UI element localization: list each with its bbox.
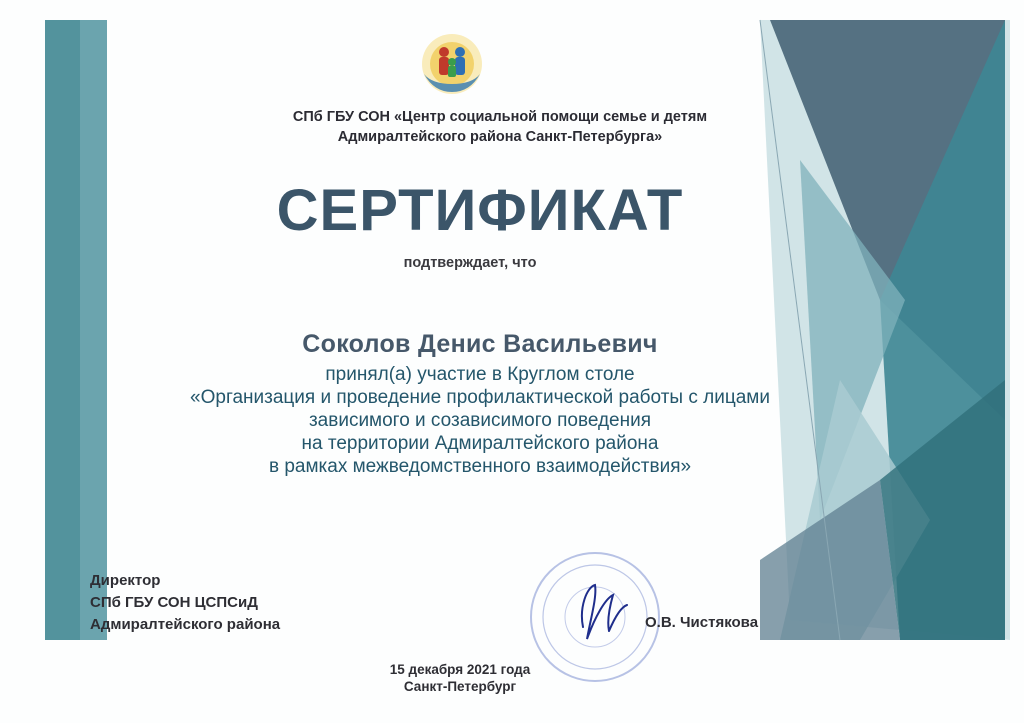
- signer-position-line-2: СПб ГБУ СОН ЦСПСиД: [90, 594, 258, 611]
- organization-emblem: [410, 30, 494, 106]
- signer-position-line-3: Адмиралтейского района: [90, 616, 281, 633]
- left-strip-shade: [45, 20, 80, 640]
- signature-icon: [582, 585, 627, 639]
- signer-name: О.В. Чистякова: [645, 614, 759, 631]
- certificate-title: СЕРТИФИКАТ: [276, 178, 684, 243]
- confirms-text: подтверждает, что: [403, 255, 537, 271]
- organization-line-1: СПб ГБУ СОН «Центр социальной помощи семье и детям: [292, 109, 708, 125]
- date-place: [360, 661, 560, 695]
- participation-line-1: принял(а) участие в Круглом столе: [325, 364, 635, 385]
- organization-name: [200, 107, 800, 147]
- signer-position-line-1: Директор: [90, 572, 161, 589]
- issue-place: Санкт-Петербург: [403, 679, 517, 694]
- signer-position: [90, 570, 280, 636]
- issue-date: 15 декабря 2021 года: [389, 662, 531, 677]
- participation-line-2: «Организация и проведение профилактической работы с лицами: [190, 387, 770, 408]
- organization-line-2: Адмиралтейского района Санкт-Петербурга»: [337, 129, 663, 145]
- participation-line-5: в рамках межведомственного взаимодействия»: [268, 456, 692, 477]
- participation-line-4: на территории Адмиралтейского района: [301, 433, 659, 454]
- recipient-name: Соколов Денис Васильевич: [302, 330, 658, 358]
- participation-text: [90, 363, 870, 478]
- participation-line-3: зависимого и созависимого поведения: [308, 410, 652, 431]
